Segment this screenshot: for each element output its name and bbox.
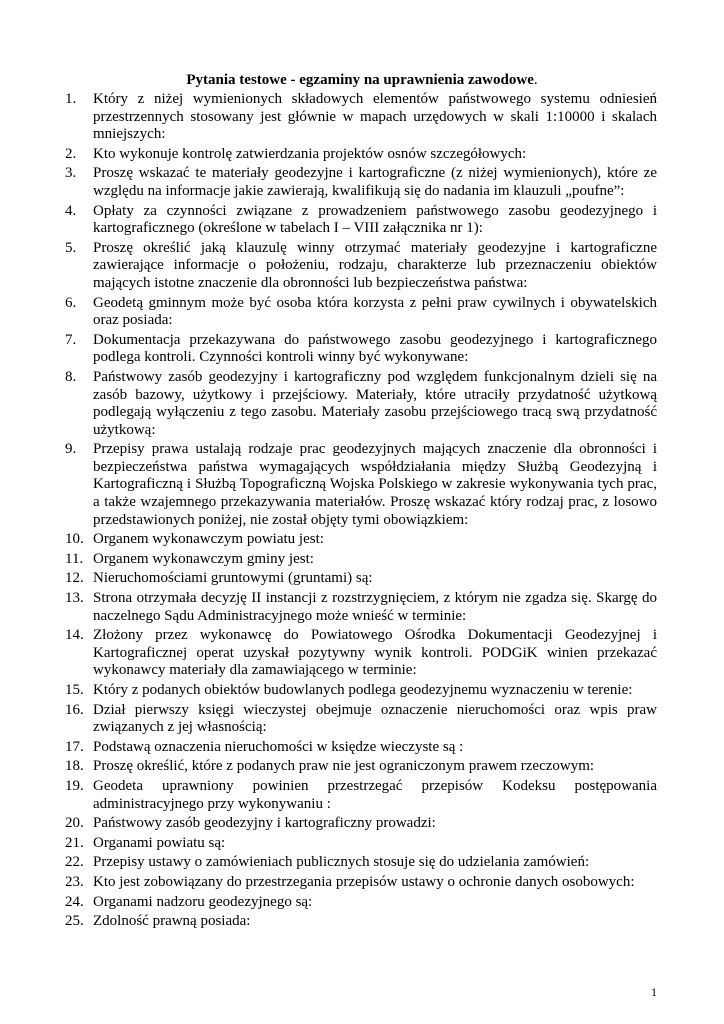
question-number: 23. bbox=[65, 873, 84, 890]
question-number: 18. bbox=[65, 758, 84, 775]
question-item bbox=[65, 702, 657, 737]
question-text: Zdolność prawną posiada: bbox=[93, 913, 251, 930]
question-item bbox=[65, 203, 657, 238]
question-text: Organami powiatu są: bbox=[93, 834, 226, 851]
question-text: Przepisy prawa ustalają rodzaje prac geodezyjnych mających znaczenie dla obronności i bezpieczeństwa państwa wymagających współdziałania między Służbą Geodezyjną i Kartograficzną i Służbą Topograficzną Wojska Polskiego w zakresie wykonywania tych prac, a także wzajemnego przekazywania materiałów. Proszę wskazać który rodzaj prac, z losowo przedstawionych poniżej, nie został objęty tymi obowiązkiem: bbox=[93, 441, 657, 528]
question-text: Geodetą gminnym może być osoba która korzysta z pełni praw cywilnych i obywatelskich oraz posiada: bbox=[93, 294, 657, 329]
question-item bbox=[65, 590, 657, 625]
question-text: Organem wykonawczym powiatu jest: bbox=[93, 531, 324, 548]
question-item bbox=[65, 570, 657, 588]
question-item bbox=[65, 894, 657, 912]
question-number: 16. bbox=[65, 701, 84, 718]
question-text: Państwowy zasób geodezyjny i kartograficzny prowadzi: bbox=[93, 815, 436, 832]
question-text: Organami nadzoru geodezyjnego są: bbox=[93, 893, 313, 910]
question-text: Złożony przez wykonawcę do Powiatowego Ośrodka Dokumentacji Geodezyjnej i Kartograficznej operat uzyskał pozytywny wynik kontroli. PODGiK winien przekazać wykonawcy materiały dla zamawiającego w terminie: bbox=[93, 627, 657, 679]
page-title-period: . bbox=[533, 72, 538, 88]
question-item bbox=[65, 913, 657, 931]
question-item bbox=[65, 739, 657, 757]
question-text: Dział pierwszy księgi wieczystej obejmuje oznaczenie nieruchomości oraz wpis praw związanych z jej własnością: bbox=[93, 701, 657, 736]
question-number: 1. bbox=[65, 91, 77, 107]
question-item bbox=[65, 240, 657, 293]
question-item bbox=[65, 778, 657, 813]
question-item bbox=[65, 682, 657, 700]
question-item bbox=[65, 295, 657, 330]
question-text: Proszę określić jaką klauzulę winny otrzymać materiały geodezyjne i kartograficzne zawierające informacje o położeniu, rodzaju, charakterze lub przeznaczeniu obiektów mających istotne znaczenie dla obronności lub bezpieczeństwa państwa: bbox=[93, 239, 657, 291]
page-title-text: Pytania testowe - egzaminy na uprawnienia zawodowe bbox=[186, 72, 534, 88]
question-number: 13. bbox=[65, 590, 84, 607]
question-text: Strona otrzymała decyzję II instancji z rozstrzygnięciem, z którym nie zgadza się. Skargę do naczelnego Sądu Administracyjnego może wnieść w terminie: bbox=[93, 590, 657, 624]
question-item bbox=[65, 874, 657, 892]
question-number: 4. bbox=[65, 202, 77, 219]
question-number: 6. bbox=[65, 294, 77, 311]
question-number: 19. bbox=[65, 777, 84, 794]
question-number: 11. bbox=[65, 550, 84, 567]
question-number: 22. bbox=[65, 854, 84, 871]
question-number: 5. bbox=[65, 239, 77, 256]
question-number: 8. bbox=[65, 368, 77, 385]
question-number: 9. bbox=[65, 441, 77, 458]
page-number: 1 bbox=[651, 985, 657, 999]
page-title bbox=[0, 71, 724, 89]
question-item bbox=[65, 854, 657, 872]
question-text: Kto jest zobowiązany do przestrzegania przepisów ustawy o ochronie danych osobowych: bbox=[93, 873, 635, 890]
question-number: 10. bbox=[65, 531, 84, 548]
question-number: 24. bbox=[65, 893, 84, 910]
question-number: 12. bbox=[65, 570, 84, 587]
question-text: Podstawą oznaczenia nieruchomości w księdze wieczyste są : bbox=[93, 738, 464, 755]
question-text: Organem wykonawczym gminy jest: bbox=[93, 550, 314, 567]
question-item bbox=[65, 627, 657, 680]
question-item bbox=[65, 531, 657, 549]
question-text: Proszę wskazać te materiały geodezyjne i kartograficzne (z niżej wymienionych), które ze względu na informacje jakie zawierają, kwalifikują się do nadania im klauzuli „poufne”: bbox=[93, 165, 657, 199]
question-text: Który z podanych obiektów budowlanych podlega geodezyjnemu wyznaczeniu w terenie: bbox=[93, 682, 633, 698]
question-number: 2. bbox=[65, 145, 77, 162]
question-text: Opłaty za czynności związane z prowadzeniem państwowego zasobu geodezyjnego i kartograficznego (określone w tabelach I – VIII załącznika nr 1): bbox=[93, 202, 657, 237]
question-text: Dokumentacja przekazywana do państwowego zasobu geodezyjnego i kartograficznego podlega kontroli. Czynności kontroli winny być wykonywane: bbox=[93, 331, 657, 366]
question-number: 20. bbox=[65, 815, 84, 832]
question-item bbox=[65, 758, 657, 776]
question-item bbox=[65, 165, 657, 200]
question-item bbox=[65, 332, 657, 367]
question-number: 17. bbox=[65, 738, 84, 755]
question-text: Geodeta uprawniony powinien przestrzegać przepisów Kodeksu postępowania administracyjnego przy wykonywaniu : bbox=[93, 777, 657, 812]
question-item bbox=[65, 369, 657, 439]
question-text: Państwowy zasób geodezyjny i kartograficzny pod względem funkcjonalnym dzieli się na zasób bazowy, użytkowy i przejściowy. Materiały, które utraciły przydatność użytkową podlegają wyłączeniu z tego zasobu. Materiały zasobu przejściowego tracą swą przydatność użytkową: bbox=[93, 368, 657, 438]
question-text: Proszę określić, które z podanych praw nie jest ograniczonym prawem rzeczowym: bbox=[93, 758, 595, 775]
question-list bbox=[65, 91, 657, 933]
question-item bbox=[65, 91, 657, 144]
question-number: 15. bbox=[65, 682, 84, 698]
question-item bbox=[65, 146, 657, 164]
question-text: Nieruchomościami gruntowymi (gruntami) są: bbox=[93, 570, 373, 587]
question-text: Kto wykonuje kontrolę zatwierdzania projektów osnów szczegółowych: bbox=[93, 145, 527, 162]
question-number: 21. bbox=[65, 834, 84, 851]
question-number: 25. bbox=[65, 913, 84, 930]
question-text: Który z niżej wymienionych składowych elementów państwowego systemu odniesień przestrzennych stosowany jest głównie w mapach urzędowych w skali 1:10000 i skalach mniejszych: bbox=[93, 91, 657, 143]
question-item bbox=[65, 815, 657, 833]
question-number: 3. bbox=[65, 165, 77, 182]
question-number: 7. bbox=[65, 331, 77, 348]
question-item bbox=[65, 835, 657, 853]
question-text: Przepisy ustawy o zamówieniach publicznych stosuje się do udzielania zamówień: bbox=[93, 854, 590, 871]
question-item bbox=[65, 551, 657, 569]
question-number: 14. bbox=[65, 627, 84, 644]
question-item bbox=[65, 441, 657, 529]
